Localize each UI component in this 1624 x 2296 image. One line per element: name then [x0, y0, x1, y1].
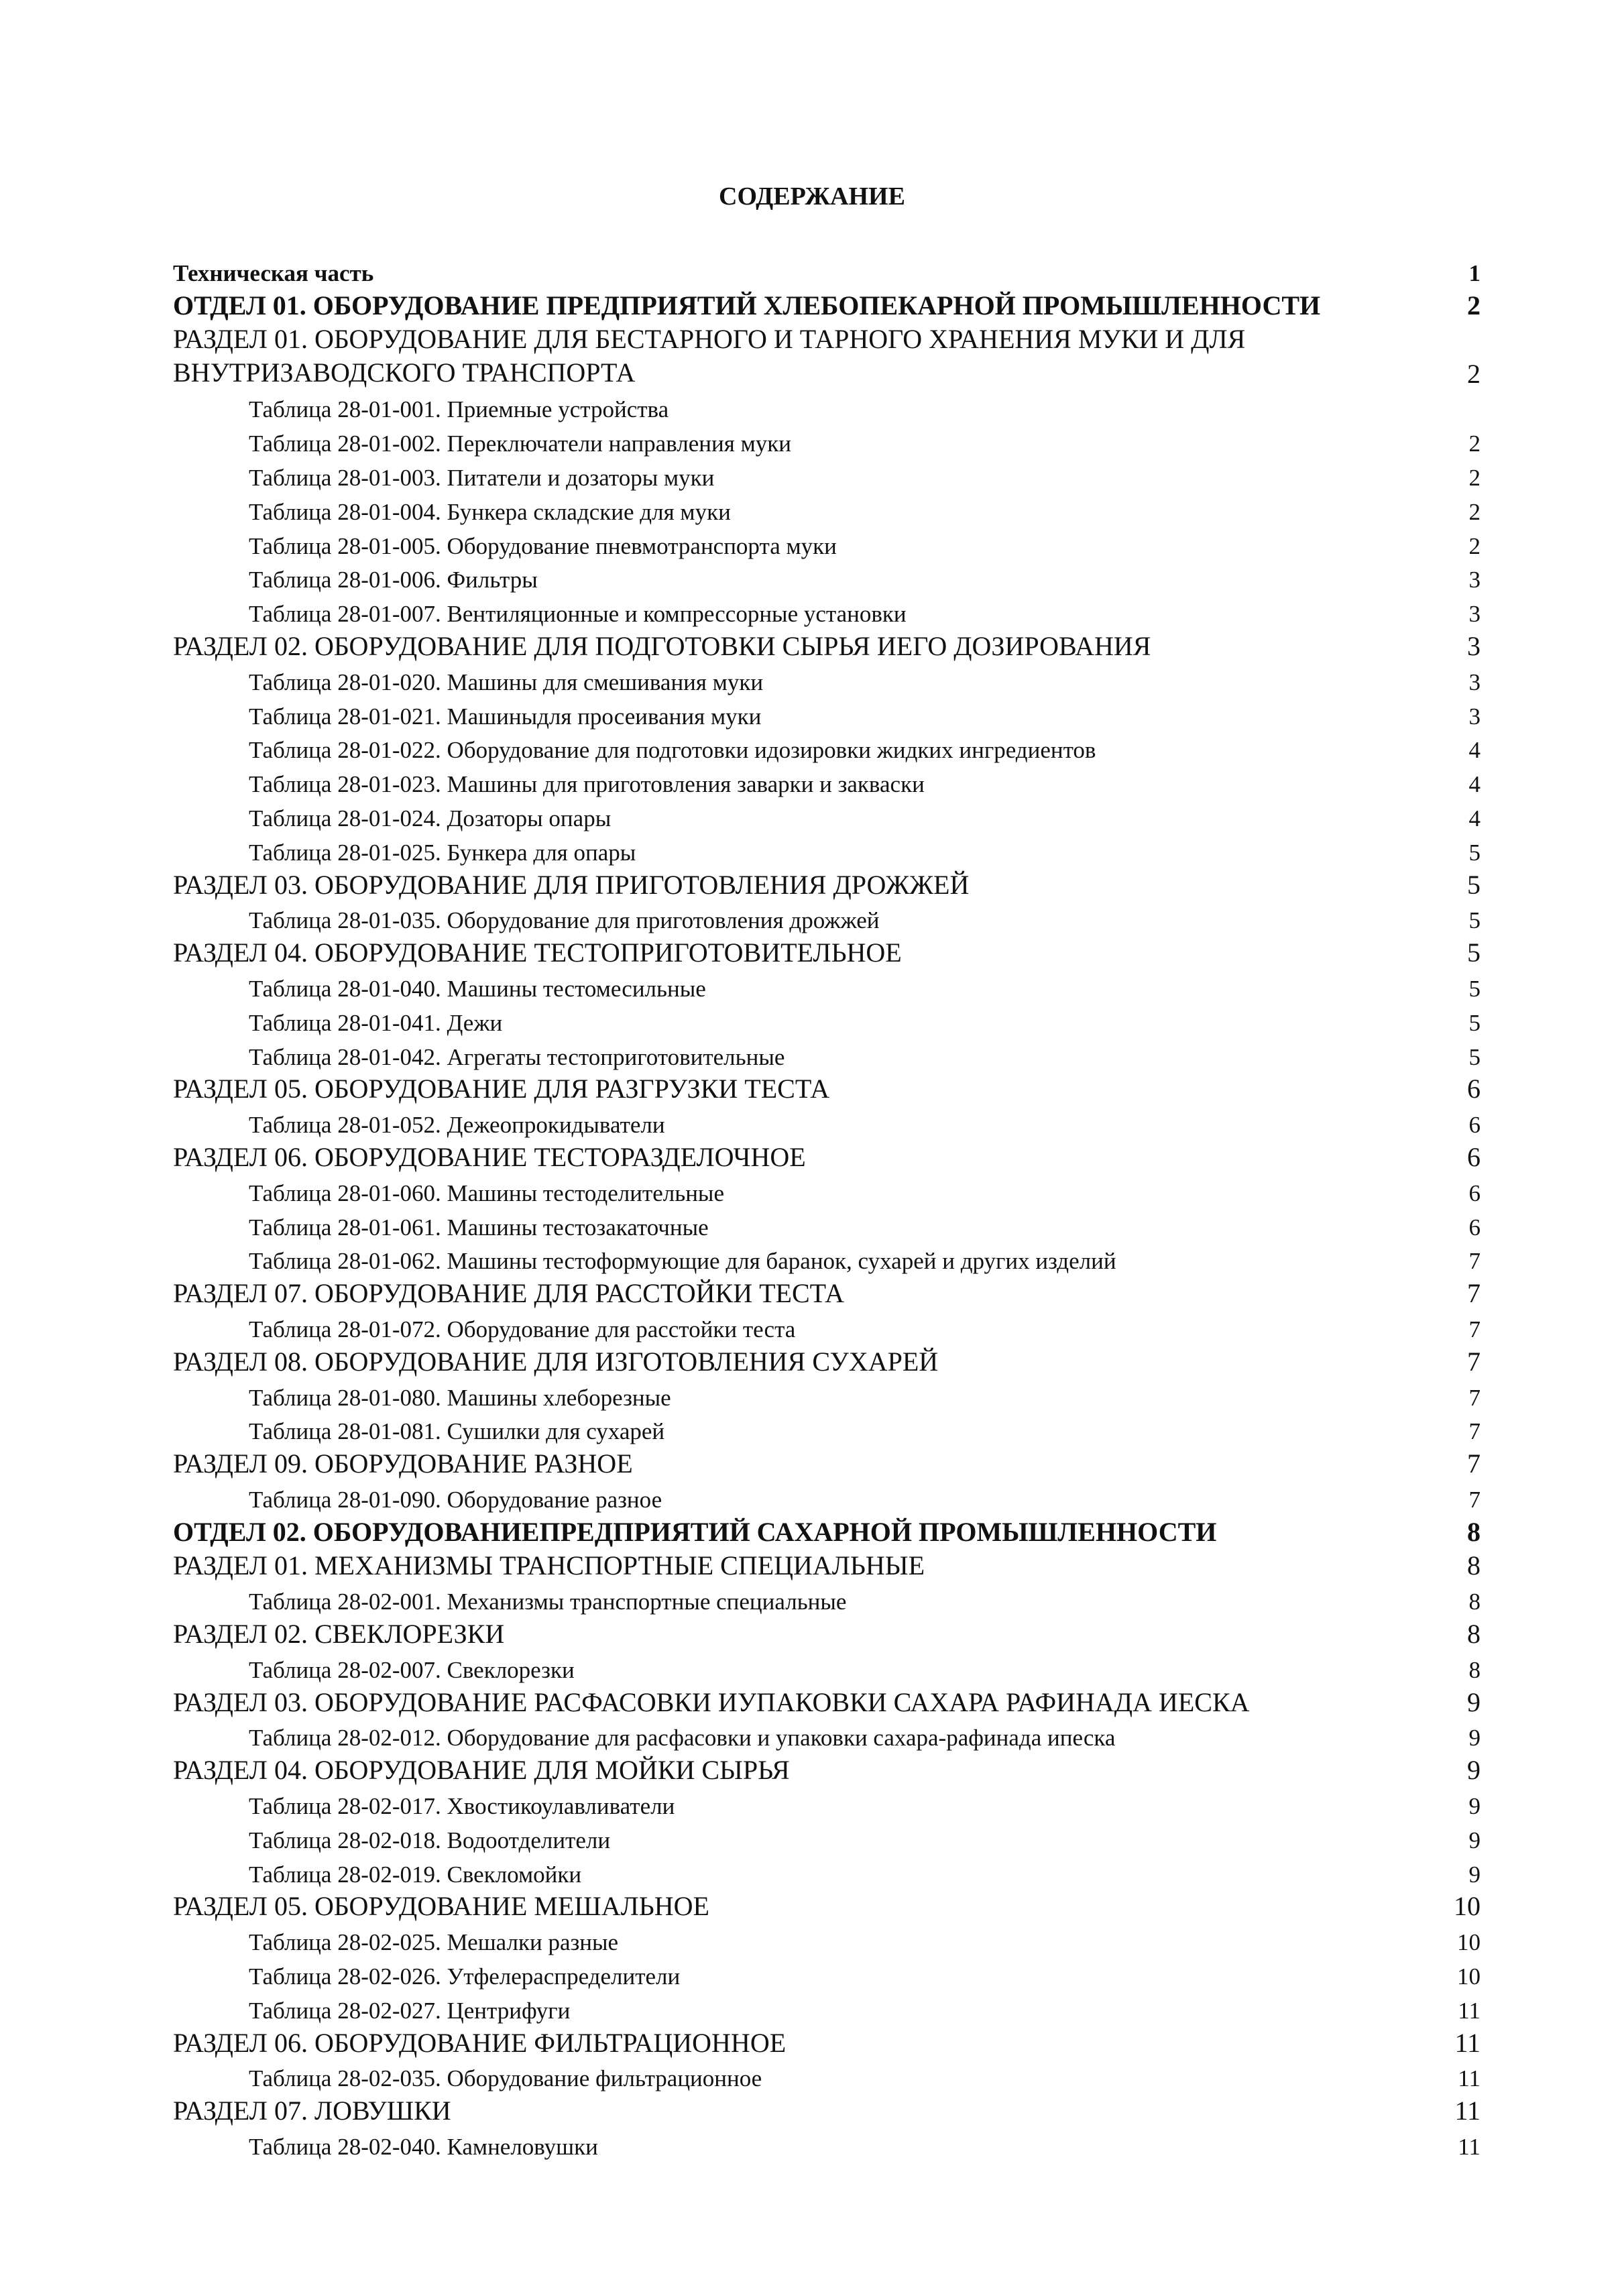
toc-entry-page-number: 5	[1468, 1009, 1481, 1036]
toc-entry-razdel[interactable]	[173, 1684, 1481, 1718]
toc-entry-page-number: 5	[1468, 975, 1481, 1002]
toc-entry-title: Таблица 28-01-023. Машины для приготовления заварки и закваски	[249, 771, 925, 798]
toc-entry-table[interactable]	[173, 1581, 1481, 1615]
toc-entry-table[interactable]	[173, 1650, 1481, 1684]
toc-entry-title: Таблица 28-01-052. Дежеопрокидыватели	[249, 1112, 665, 1139]
toc-entry-title: Таблица 28-01-022. Оборудование для подготовки идозировки жидких ингредиентов	[249, 737, 1096, 764]
toc-entry-page-number: 6	[1468, 1180, 1481, 1206]
toc-entry-table[interactable]	[173, 730, 1481, 764]
toc-entry-title: Таблица 28-01-020. Машины для смешивания муки	[249, 669, 764, 695]
toc-entry-table[interactable]	[173, 968, 1481, 1002]
toc-entry-title: РАЗДЕЛ 02. ОБОРУДОВАНИЕ ДЛЯ ПОДГОТОВКИ СЫРЬЯ ИЕГО ДОЗИРОВАНИЯ	[173, 630, 1151, 661]
toc-entry-title: Таблица 28-01-001. Приемные устройства	[249, 396, 669, 423]
toc-entry-title: Техническая часть	[173, 260, 374, 286]
toc-entry-table[interactable]	[173, 832, 1481, 866]
toc-entry-page-number: 5	[1468, 1043, 1481, 1070]
toc-entry-title: Таблица 28-01-042. Агрегаты тестоприготовительные	[249, 1043, 785, 1070]
toc-entry-page-number: 6	[1468, 1214, 1481, 1241]
toc-entry-title: Таблица 28-02-027. Центрифуги	[249, 1997, 571, 2024]
toc-entry-title: Таблица 28-02-035. Оборудование фильтрационное	[249, 2065, 762, 2092]
toc-entry-table[interactable]	[173, 1922, 1481, 1956]
toc-entry-title: Таблица 28-01-035. Оборудование для приготовления дрожжей	[249, 907, 880, 934]
toc-entry-table[interactable]	[173, 662, 1481, 696]
toc-entry-title: РАЗДЕЛ 08. ОБОРУДОВАНИЕ ДЛЯ ИЗГОТОВЛЕНИЯ СУХАРЕЙ	[173, 1346, 939, 1377]
toc-entry-table[interactable]	[173, 1990, 1481, 2024]
toc-entry-table[interactable]	[173, 1037, 1481, 1071]
toc-entry-page-number: 2	[1467, 358, 1481, 389]
toc-entry-razdel[interactable]	[173, 1752, 1481, 1786]
toc-entry-table[interactable]	[173, 798, 1481, 832]
toc-entry-page-number: 8	[1468, 1589, 1481, 1615]
toc-entry-title: Таблица 28-01-025. Бункера для опары	[249, 839, 636, 866]
toc-entry-table[interactable]	[173, 1104, 1481, 1139]
toc-entry-table[interactable]	[173, 1412, 1481, 1446]
toc-entry-page-number: 7	[1467, 1448, 1481, 1479]
toc-entry-page-number: 4	[1468, 737, 1481, 764]
toc-entry-page-number: 3	[1468, 703, 1481, 730]
toc-entry-title: Таблица 28-01-041. Дежи	[249, 1009, 503, 1036]
toc-entry-title: Таблица 28-01-007. Вентиляционные и компрессорные установки	[249, 601, 907, 628]
toc-entry-page-number: 2	[1468, 464, 1481, 491]
toc-entry-title: РАЗДЕЛ 02. СВЕКЛОРЕЗКИ	[173, 1619, 505, 1650]
toc-entry-title: Таблица 28-02-026. Утфелераспределители	[249, 1963, 681, 1990]
toc-entry-page-number: 5	[1468, 907, 1481, 934]
toc-entry-title: РАЗДЕЛ 06. ОБОРУДОВАНИЕ ФИЛЬТРАЦИОННОЕ	[173, 2027, 787, 2058]
toc-entry-razdel[interactable]	[173, 866, 1481, 901]
toc-entry-table[interactable]	[173, 696, 1481, 730]
toc-entry-razdel[interactable]	[173, 1445, 1481, 1479]
toc-entry-title: Таблица 28-02-025. Мешалки разные	[249, 1929, 619, 1956]
toc-entry-title: Таблица 28-02-019. Свекломойки	[249, 1861, 582, 1888]
toc-entry-razdel[interactable]	[173, 1139, 1481, 1173]
toc-entry-title: РАЗДЕЛ 03. ОБОРУДОВАНИЕ ДЛЯ ПРИГОТОВЛЕНИЯ ДРОЖЖЕЙ	[173, 869, 970, 900]
toc-entry-page-number: 10	[1457, 1963, 1481, 1990]
toc-entry-table[interactable]	[173, 1002, 1481, 1037]
toc-entry-page-number: 8	[1467, 1550, 1481, 1581]
toc-entry-otdel[interactable]	[173, 287, 1481, 321]
toc-entry-title: РАЗДЕЛ 01. ОБОРУДОВАНИЕ ДЛЯ БЕСТАРНОГО И ТАРНОГО ХРАНЕНИЯ МУКИ И ДЛЯ ВНУТРИЗАВОДСКОГО ТРАНСПОРТА	[173, 323, 1246, 388]
toc-entry-title: Таблица 28-02-007. Свеклорезки	[249, 1656, 575, 1683]
toc-entry-title: ОТДЕЛ 02. ОБОРУДОВАНИЕПРЕДПРИЯТИЙ САХАРНОЙ ПРОМЫШЛЕННОСТИ	[173, 1516, 1217, 1547]
toc-entry-table[interactable]	[173, 764, 1481, 798]
toc-entry-title: Таблица 28-01-004. Бункера складские для муки	[249, 498, 731, 525]
toc-entry-table[interactable]	[173, 1309, 1481, 1343]
toc-entry-page-number: 8	[1467, 1619, 1481, 1650]
toc-entry-page-number: 11	[1458, 1997, 1481, 2024]
toc-entry-page-number: 9	[1468, 1725, 1481, 1752]
toc-entry-page-number: 7	[1467, 1278, 1481, 1309]
toc-entry-razdel[interactable]	[173, 321, 1481, 390]
toc-entry-table[interactable]	[173, 1173, 1481, 1207]
toc-entry-page-number: 3	[1468, 567, 1481, 593]
toc-entry-title: Таблица 28-02-040. Камнеловушки	[249, 2134, 598, 2161]
toc-entry-page-number: 6	[1468, 1112, 1481, 1139]
toc-entry-otdel[interactable]	[173, 1513, 1481, 1548]
toc-entry-razdel[interactable]	[173, 1071, 1481, 1105]
toc-entry-title: Таблица 28-01-080. Машины хлеборезные	[249, 1384, 671, 1411]
toc-entry-title: Таблица 28-01-005. Оборудование пневмотранспорта муки	[249, 532, 837, 559]
toc-entry-page-number: 7	[1468, 1418, 1481, 1445]
toc-entry-razdel[interactable]	[173, 1888, 1481, 1922]
toc-entry-page-number: 2	[1467, 290, 1481, 321]
toc-entry-title: РАЗДЕЛ 04. ОБОРУДОВАНИЕ ТЕСТОПРИГОТОВИТЕЛЬНОЕ	[173, 937, 902, 968]
toc-entry-table[interactable]	[173, 1241, 1481, 1275]
toc-entry-technical[interactable]	[173, 253, 1481, 287]
toc-entry-table[interactable]	[173, 1956, 1481, 1990]
toc-entry-table[interactable]	[173, 2126, 1481, 2161]
toc-entry-table[interactable]	[173, 560, 1481, 594]
toc-entry-page-number: 2	[1468, 431, 1481, 457]
toc-entry-razdel[interactable]	[173, 2092, 1481, 2126]
toc-entry-title: Таблица 28-01-090. Оборудование разное	[249, 1486, 662, 1513]
toc-entry-title: РАЗДЕЛ 06. ОБОРУДОВАНИЕ ТЕСТОРАЗДЕЛОЧНОЕ	[173, 1141, 806, 1172]
toc-entry-table[interactable]	[173, 2059, 1481, 2093]
toc-entry-page-number: 11	[1458, 2134, 1481, 2161]
toc-entry-page-number: 5	[1467, 869, 1481, 900]
toc-entry-title: Таблица 28-01-003. Питатели и дозаторы муки	[249, 464, 715, 491]
toc-entry-page-number: 9	[1468, 1861, 1481, 1888]
toc-entry-title: Таблица 28-01-002. Переключатели направления муки	[249, 431, 791, 457]
toc-entry-page-number: 3	[1468, 601, 1481, 628]
toc-entry-page-number: 7	[1468, 1316, 1481, 1342]
toc-entry-table[interactable]	[173, 390, 1481, 424]
toc-entry-page-number: 10	[1457, 1929, 1481, 1956]
toc-entry-page-number: 3	[1467, 630, 1481, 661]
toc-entry-title: РАЗДЕЛ 01. МЕХАНИЗМЫ ТРАНСПОРТНЫЕ СПЕЦИАЛЬНЫЕ	[173, 1550, 925, 1581]
toc-entry-title: РАЗДЕЛ 07. ЛОВУШКИ	[173, 2096, 451, 2126]
toc-entry-title: Таблица 28-01-072. Оборудование для расстойки теста	[249, 1316, 796, 1342]
toc-entry-title: Таблица 28-01-006. Фильтры	[249, 567, 538, 593]
toc-entry-page-number: 5	[1467, 937, 1481, 968]
toc-entry-page-number: 8	[1468, 1656, 1481, 1683]
toc-entry-table[interactable]	[173, 1718, 1481, 1752]
toc-entry-title: Таблица 28-01-024. Дозаторы опары	[249, 805, 612, 831]
toc-entry-razdel[interactable]	[173, 2024, 1481, 2059]
toc-entry-title: ОТДЕЛ 01. ОБОРУДОВАНИЕ ПРЕДПРИЯТИЙ ХЛЕБОПЕКАРНОЙ ПРОМЫШЛЕННОСТИ	[173, 290, 1321, 321]
toc-entry-table[interactable]	[173, 492, 1481, 526]
toc-entry-page-number: 4	[1468, 805, 1481, 831]
toc-entry-page-number: 3	[1468, 669, 1481, 695]
toc-entry-page-number: 10	[1454, 1891, 1481, 1922]
toc-entry-title: Таблица 28-02-017. Хвостикоулавливатели	[249, 1793, 675, 1820]
toc-entry-title: Таблица 28-01-040. Машины тестомесильные	[249, 975, 706, 1002]
toc-entry-table[interactable]	[173, 1854, 1481, 1888]
toc-entry-page-number: 7	[1468, 1248, 1481, 1275]
toc-entry-page-number: 7	[1468, 1486, 1481, 1513]
toc-entry-title: РАЗДЕЛ 04. ОБОРУДОВАНИЕ ДЛЯ МОЙКИ СЫРЬЯ	[173, 1755, 790, 1786]
toc-entry-title: Таблица 28-01-060. Машины тестоделительные	[249, 1180, 724, 1206]
toc-entry-title: Таблица 28-02-012. Оборудование для расфасовки и упаковки сахара-рафинада ипеска	[249, 1725, 1116, 1752]
toc-entry-razdel[interactable]	[173, 1548, 1481, 1582]
table-of-contents	[173, 253, 1481, 2161]
toc-entry-page-number: 8	[1467, 1516, 1481, 1547]
toc-entry-page-number: 9	[1467, 1686, 1481, 1717]
toc-entry-page-number: 9	[1468, 1793, 1481, 1820]
toc-entry-page-number: 4	[1468, 771, 1481, 798]
toc-entry-page-number: 7	[1467, 1346, 1481, 1377]
toc-entry-table[interactable]	[173, 457, 1481, 492]
toc-entry-table[interactable]	[173, 1207, 1481, 1241]
page-title: СОДЕРЖАНИЕ	[719, 182, 905, 211]
toc-entry-page-number: 6	[1467, 1074, 1481, 1104]
toc-entry-table[interactable]	[173, 1479, 1481, 1513]
toc-entry-title: Таблица 28-01-061. Машины тестозакаточные	[249, 1214, 709, 1241]
toc-entry-table[interactable]	[173, 593, 1481, 628]
toc-entry-page-number: 2	[1468, 498, 1481, 525]
toc-entry-page-number: 11	[1458, 2065, 1481, 2092]
toc-entry-razdel[interactable]	[173, 1615, 1481, 1650]
toc-entry-page-number: 6	[1467, 1141, 1481, 1172]
toc-entry-page-number: 1	[1468, 260, 1481, 286]
toc-entry-title: Таблица 28-02-018. Водоотделители	[249, 1827, 611, 1853]
toc-entry-table[interactable]	[173, 1786, 1481, 1820]
toc-entry-title: РАЗДЕЛ 07. ОБОРУДОВАНИЕ ДЛЯ РАССТОЙКИ ТЕСТА	[173, 1278, 844, 1309]
toc-entry-table[interactable]	[173, 526, 1481, 560]
toc-entry-page-number: 9	[1467, 1755, 1481, 1786]
toc-entry-page-number: 7	[1468, 1384, 1481, 1411]
toc-entry-table[interactable]	[173, 901, 1481, 935]
toc-entry-page-number: 11	[1454, 2027, 1481, 2058]
toc-entry-table[interactable]	[173, 423, 1481, 457]
toc-entry-title: Таблица 28-01-062. Машины тестоформующие для баранок, сухарей и других изделий	[249, 1248, 1116, 1275]
toc-entry-title: Таблица 28-01-021. Машиныдля просеивания муки	[249, 703, 762, 730]
toc-entry-title: Таблица 28-02-001. Механизмы транспортные специальные	[249, 1589, 847, 1615]
toc-entry-table[interactable]	[173, 1820, 1481, 1854]
toc-entry-page-number: 2	[1468, 532, 1481, 559]
toc-entry-title: Таблица 28-01-081. Сушилки для сухарей	[249, 1418, 665, 1445]
toc-entry-table[interactable]	[173, 1377, 1481, 1412]
toc-entry-title: РАЗДЕЛ 03. ОБОРУДОВАНИЕ РАСФАСОВКИ ИУПАКОВКИ САХАРА РАФИНАДА ИЕСКА	[173, 1686, 1250, 1717]
toc-entry-title: РАЗДЕЛ 05. ОБОРУДОВАНИЕ МЕШАЛЬНОЕ	[173, 1891, 709, 1922]
toc-entry-razdel[interactable]	[173, 1275, 1481, 1309]
toc-entry-razdel[interactable]	[173, 1343, 1481, 1377]
toc-entry-title: РАЗДЕЛ 09. ОБОРУДОВАНИЕ РАЗНОЕ	[173, 1448, 633, 1479]
toc-entry-page-number: 9	[1468, 1827, 1481, 1853]
toc-entry-title: РАЗДЕЛ 05. ОБОРУДОВАНИЕ ДЛЯ РАЗГРУЗКИ ТЕСТА	[173, 1074, 830, 1104]
toc-entry-page-number: 11	[1454, 2096, 1481, 2126]
toc-entry-page-number: 5	[1468, 839, 1481, 866]
toc-entry-razdel[interactable]	[173, 628, 1481, 662]
toc-entry-razdel[interactable]	[173, 934, 1481, 968]
